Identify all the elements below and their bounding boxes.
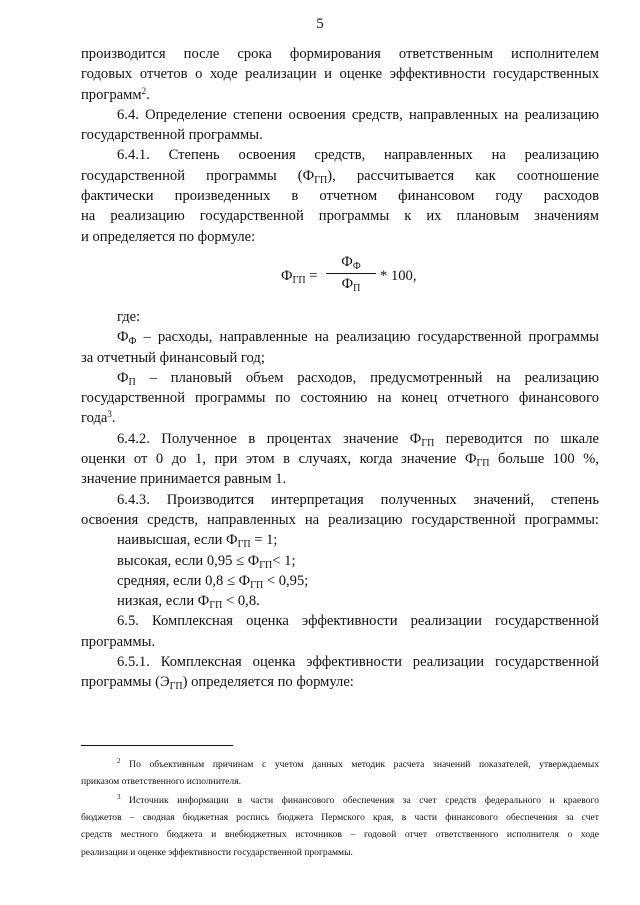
text-line: 6.4.3. Производится интерпретация полученных значений, степень [117,491,599,508]
text-line: государственной программы $(Ф_{ГП})$, рассчитывается как соотношение [81,167,600,186]
text-line: за отчетный финансовый год; [81,349,265,366]
text-line: на реализацию государственной программы к их плановым значениям [81,208,599,225]
text-line: и определяется по формуле: [81,228,256,245]
text-line: где: [117,308,141,325]
text-line: годовых отчетов о ходе реализации и оценке эффективности государственных [81,66,599,83]
page-number: 5 [316,16,324,32]
footnote-separator [81,745,233,746]
text-line: государственной программы. [81,127,263,144]
formula-lhs: $Ф_{ГП}$ = [281,267,318,286]
list-item: низкая, если $Ф_{ГП} < 0,8$. [117,593,260,612]
section-heading-6-4: 6.4. Определение степени освоения средств, направленных на реализацию [117,106,599,123]
body-text [81,44,599,693]
formula-fraction [326,253,376,294]
formula-numerator: $Ф_Ф$ [326,253,376,274]
text-line: значение принимается равным 1. [81,471,287,488]
text-line: программы. [81,633,156,650]
text-line: оценки от 0 до 1, при этом в случаях, когда значение $Ф_{ГП}$ больше 100 %, [81,451,599,470]
text-line: фактически произведенных в отчетном финансовом году расходов [81,188,599,205]
formula-fgp [81,247,599,307]
formula-rhs: * 100, [380,267,417,284]
text-line: 6.4.1. Степень освоения средств, направленных на реализацию [117,147,599,164]
text-line: производится после срока формирования ответственным исполнителем [81,46,599,62]
formula-denominator: $Ф_П$ [341,275,361,294]
text-line: 6.5.1. Комплексная оценка эффективности реализации государственной [117,654,599,671]
text-line: программ$^2$. [81,85,150,103]
text-line: $Ф_П$ – плановый объем расходов, предусмотренный на реализацию [117,369,599,388]
section-heading-6-5: 6.5. Комплексная оценка эффективности реализации государственной [117,613,599,630]
footnote-ref-2: 2 [141,85,147,96]
list-item: средняя, если $0,8 \le Ф_{ГП} < 0,95$; [117,572,309,591]
footnote-ref-3: 3 [107,409,112,420]
list-item: наивысшая, если $Ф_{ГП} = 1$; [117,532,278,551]
text-line: освоения средств, направленных на реализацию государственной программы: [81,511,599,528]
text-line: 6.4.2. Полученное в процентах значение $Ф_{ГП}$ переводится по шкале [117,430,600,449]
text-line: государственной программы по состоянию на конец отчетного финансового [81,390,599,407]
text-line: программы $(Э_{ГП})$ определяется по формуле: [81,674,354,693]
text-line: года$^3$. [81,409,116,427]
text-line: $Ф_Ф$ – расходы, направленные на реализацию государственной программы [117,329,599,348]
footnote-3: $^3$ Источник информации в части финансового обеспечения за счет средств федерального и краевого бюджетов – сводная бюджетная роспись бюджета Пермского края, в части финансового обеспечения за счет средств местного бюджета и внебюджетных источников – годовой отчет ответственного исполнителя о ходе реализации и оценке эффективности государственной программы. [81,793,599,858]
footnote-2: $^2$ По объективным причинам с учетом данных методик расчета значений показателей, утверждаемых приказом ответственного исполнителя. [81,757,599,788]
list-item: высокая, если $0,95 \le Ф_{ГП}< 1$; [117,552,296,571]
